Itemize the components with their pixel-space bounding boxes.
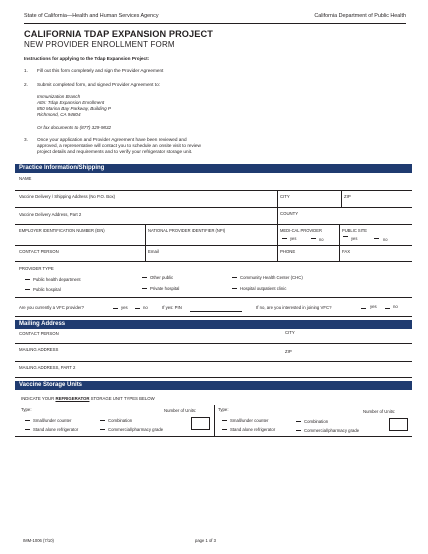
step-number: 3. [24, 137, 28, 142]
option-label: yes [351, 236, 358, 241]
instructions-heading: Instructions for applying to the Tdap Expansion Project: [24, 56, 150, 61]
mailing-address-field[interactable] [15, 361, 412, 362]
vfc-pin-label: If yes: PIN [162, 305, 182, 310]
joining-vfc-label: If no, are you interested in joining VFC? [256, 305, 332, 310]
step-text: Submit completed form, and signed Provider Agreement to: [37, 82, 160, 87]
number-of-units-label: Number of Units: [363, 409, 396, 414]
step-text: project details and requirements and to verify your refrigerator storage unit. [37, 149, 193, 154]
public-health-dept-checkbox[interactable] [25, 279, 30, 280]
medi-cal-yes-checkbox[interactable] [282, 238, 287, 239]
provider-type-rule [15, 297, 412, 298]
mailing-instructions-address [37, 94, 111, 118]
instruction-prefix: INDICATE YOUR [21, 396, 56, 401]
department-name: California Department of Public Health [314, 13, 406, 19]
form-id: IMM-1006 (7/10) [23, 538, 54, 543]
number-of-units-label: Number of Units: [164, 408, 197, 413]
field-divider [145, 246, 146, 261]
form-subtitle: NEW PROVIDER ENROLLMENT FORM [24, 40, 175, 49]
option-label: Commercial/pharmacy grade [304, 428, 360, 433]
type-label: Type: [21, 407, 32, 412]
section-mailing-address: Mailing Address [15, 320, 412, 329]
step-text: approved, a representative will contact you to schedule an onsite visit to review [37, 143, 201, 148]
email-label: Email [148, 249, 159, 254]
ein-npi-field[interactable] [15, 245, 412, 246]
option-label: Stand alone refrigerator [33, 427, 79, 432]
mailing-part2-label: MAILING ADDRESS, PART 2 [19, 365, 76, 370]
vfc-yes-checkbox[interactable] [113, 308, 118, 309]
medi-cal-label: MEDI-CAL PROVIDER [280, 228, 322, 233]
page-number: page 1 of 3 [195, 538, 216, 543]
field-divider [339, 225, 340, 261]
stand-alone-checkbox[interactable] [222, 429, 227, 430]
option-label: yes [370, 304, 377, 309]
number-of-units-input[interactable] [191, 417, 210, 430]
provider-type-label: PROVIDER TYPE [19, 266, 54, 271]
instruction-emphasis: REFRIGERATOR [55, 396, 90, 401]
section-practice-info: Practice Information/Shipping [15, 164, 412, 173]
hospital-outpatient-checkbox[interactable] [232, 288, 237, 289]
public-site-no-checkbox[interactable] [374, 238, 379, 239]
type-label: Type: [218, 407, 229, 412]
commercial-checkbox[interactable] [296, 430, 301, 431]
option-label: Combination [108, 418, 133, 423]
mailing-city-label: CITY [285, 330, 295, 335]
stand-alone-checkbox[interactable] [25, 429, 30, 430]
field-divider [277, 208, 278, 224]
address-line: Richmond, CA 94804 [37, 112, 81, 117]
option-label: yes [290, 236, 297, 241]
public-site-label: PUBLIC SITE [342, 228, 368, 233]
mailing-zip-label: ZIP [285, 349, 292, 354]
storage-rule [15, 436, 412, 437]
address-line: Immunization Branch [37, 94, 81, 99]
field-divider [341, 191, 342, 207]
public-hospital-checkbox[interactable] [25, 289, 30, 290]
fax-label: FAX [342, 249, 351, 254]
commercial-checkbox[interactable] [100, 429, 105, 430]
storage-instruction [21, 396, 155, 401]
agency-name: State of California—Health and Human Services Agency [24, 13, 159, 19]
other-public-checkbox[interactable] [142, 277, 147, 278]
zip-label: ZIP [344, 194, 351, 199]
section-storage-units [15, 381, 412, 390]
joining-vfc-yes-checkbox[interactable] [361, 308, 366, 309]
option-label: Community Health Center (CHC) [240, 275, 303, 280]
vfc-pin-field[interactable] [190, 311, 242, 312]
option-label: Hospital outpatient clinic [240, 286, 287, 291]
name-label: NAME [19, 176, 32, 181]
contact-person-label: CONTACT PERSON [19, 249, 59, 254]
option-label: Small/under counter [230, 418, 269, 423]
small-under-counter-checkbox[interactable] [222, 420, 227, 421]
form-title: CALIFORNIA TDAP EXPANSION PROJECT [24, 29, 213, 39]
vaccine-delivery-label: Vaccine Delivery / Shipping Address (No P.O. Box) [19, 194, 116, 199]
option-label: no [319, 237, 324, 242]
vfc-no-checkbox[interactable] [135, 308, 140, 309]
option-label: Combination [304, 419, 329, 424]
county-label: COUNTY [280, 211, 299, 216]
instruction-suffix: STORAGE UNIT TYPES BELOW [89, 396, 155, 401]
option-label: Stand alone refrigerator [230, 427, 276, 432]
delivery-part2-field[interactable] [15, 224, 412, 225]
field-divider [145, 225, 146, 245]
phone-label: PHONE [280, 249, 296, 254]
public-site-yes-checkbox[interactable] [343, 236, 348, 237]
vfc-rule [15, 316, 412, 317]
address-line: Attn: Tdap Expansion Enrollment [37, 100, 105, 105]
option-label: Public health department [33, 277, 81, 282]
mailing-part2-field[interactable] [15, 377, 412, 378]
section-title: Vaccine Storage Units [19, 382, 83, 388]
address-line: 850 Marina Bay Parkway, Building P [37, 106, 111, 111]
option-label: no [143, 305, 148, 310]
option-label: no [383, 237, 388, 242]
header-rule [24, 23, 406, 24]
vfc-question-label: Are you currently a VFC provider? [19, 305, 84, 310]
option-label: yes [121, 305, 128, 310]
name-field[interactable] [15, 190, 412, 191]
small-under-counter-checkbox[interactable] [25, 420, 30, 421]
option-label: Private hospital [150, 286, 180, 291]
field-divider [277, 191, 278, 207]
step-number: 1. [24, 68, 28, 73]
storage-column-divider [214, 405, 215, 436]
option-label: Commercial/pharmacy grade [108, 427, 164, 432]
step-text: Once your application and Provider Agreement have been reviewed and [37, 137, 187, 142]
city-label: CITY [280, 194, 290, 199]
option-label: Public hospital [33, 287, 61, 292]
mailing-contact-label: CONTACT PERSON [19, 331, 59, 336]
npi-label: NATIONAL PROVIDER IDENTIFIER (NPI) [148, 228, 226, 233]
private-hospital-checkbox[interactable] [142, 288, 147, 289]
delivery-part2-label: Vaccine Delivery Address, Part 2 [19, 212, 82, 217]
joining-vfc-no-checkbox[interactable] [385, 308, 390, 309]
ein-label: EMPLOYER IDENTIFICATION NUMBER (EIN) [19, 228, 105, 233]
step-number: 2. [24, 82, 28, 87]
combination-checkbox[interactable] [296, 421, 301, 422]
mailing-contact-field[interactable] [15, 343, 412, 344]
field-divider [277, 225, 278, 261]
contact-field[interactable] [15, 261, 412, 262]
fax-instruction: Or fax documents to (877) 329-9832 [37, 125, 112, 130]
option-label: no [393, 304, 398, 309]
number-of-units-input[interactable] [389, 418, 408, 431]
vaccine-delivery-field[interactable] [15, 207, 412, 208]
medi-cal-no-checkbox[interactable] [311, 238, 316, 239]
mailing-address-label: MAILING ADDRESS [19, 347, 59, 352]
option-label: Small/under counter [33, 418, 72, 423]
step-text: Fill out this form completely and sign the Provider Agreement [37, 68, 164, 73]
chc-checkbox[interactable] [232, 277, 237, 278]
combination-checkbox[interactable] [100, 420, 105, 421]
option-label: Other public [150, 275, 174, 280]
